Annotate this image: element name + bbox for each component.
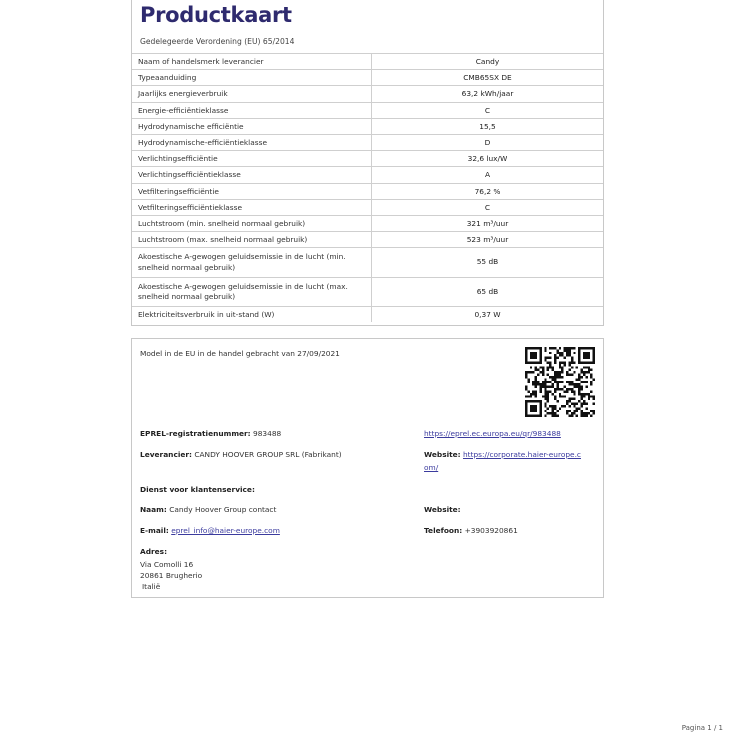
spec-value: 65 dB (372, 277, 604, 307)
service-heading: Dienst voor klantenservice: (140, 485, 255, 494)
page-number: Pagina 1 / 1 (681, 724, 723, 732)
spec-value: 321 m³/uur (372, 215, 604, 231)
spec-label: Naam of handelsmerk leverancier (132, 54, 372, 70)
spec-label: Typeaanduiding (132, 70, 372, 86)
spec-table (132, 53, 603, 322)
spec-label: Akoestische A-gewogen geluidsemissie in de lucht (min. snelheid normaal gebruik) (132, 248, 372, 278)
spec-label: Hydrodynamische efficiëntie (132, 118, 372, 134)
spec-row (132, 248, 603, 278)
spec-label: Energie-efficiëntieklasse (132, 102, 372, 118)
spec-row (132, 215, 603, 231)
eprel-row (140, 429, 281, 438)
supplier-row (140, 450, 342, 459)
info-panel (131, 338, 604, 598)
website-row (424, 450, 581, 459)
qr-code-icon (525, 347, 595, 417)
phone-value: +3903920861 (464, 526, 518, 535)
spec-row (132, 199, 603, 215)
page-title: Productkaart (140, 3, 292, 27)
spec-value: 32,6 lux/W (372, 151, 604, 167)
product-card (131, 0, 604, 326)
spec-label: Verlichtingsefficiëntieklasse (132, 167, 372, 183)
spec-value: A (372, 167, 604, 183)
spec-row (132, 277, 603, 307)
spec-value: 523 m³/uur (372, 232, 604, 248)
spec-row (132, 70, 603, 86)
spec-value: 63,2 kWh/jaar (372, 86, 604, 102)
website-link-continued[interactable]: om/ (424, 463, 439, 472)
spec-value: D (372, 134, 604, 150)
email-row (140, 526, 280, 535)
spec-row (132, 118, 603, 134)
address-line-2: 20861 Brugherio (140, 571, 203, 580)
regulation-subtitle: Gedelegeerde Verordening (EU) 65/2014 (140, 37, 295, 46)
address-label: Adres: (140, 547, 168, 556)
spec-value: Candy (372, 54, 604, 70)
spec-label: Luchtstroom (min. snelheid normaal gebruik) (132, 215, 372, 231)
spec-value: C (372, 102, 604, 118)
model-note: Model in de EU in de handel gebracht van 27/09/2021 (140, 349, 340, 358)
spec-row (132, 232, 603, 248)
address-line-3: Italië (142, 582, 161, 591)
website-label: Website: (424, 450, 461, 459)
spec-label: Vetfilteringsefficiëntieklasse (132, 199, 372, 215)
spec-row (132, 54, 603, 70)
phone-row (424, 526, 518, 535)
spec-value: 0,37 W (372, 307, 604, 323)
eprel-label: EPREL-registratienummer: (140, 429, 251, 438)
spec-row (132, 167, 603, 183)
spec-value: 55 dB (372, 248, 604, 278)
spec-row (132, 134, 603, 150)
email-link[interactable]: eprel_info@haier-europe.com (171, 526, 280, 535)
email-label: E-mail: (140, 526, 169, 535)
spec-label: Akoestische A-gewogen geluidsemissie in de lucht (max. snelheid normaal gebruik) (132, 277, 372, 307)
contact-name-value: Candy Hoover Group contact (169, 505, 277, 514)
spec-row (132, 183, 603, 199)
contact-name-row (140, 505, 276, 514)
spec-row (132, 307, 603, 323)
spec-label: Hydrodynamische-efficiëntieklasse (132, 134, 372, 150)
spec-label: Luchtstroom (max. snelheid normaal gebruik) (132, 232, 372, 248)
eprel-link[interactable]: https://eprel.ec.europa.eu/qr/983488 (424, 429, 561, 438)
service-website-label: Website: (424, 505, 461, 514)
spec-value: CMB65SX DE (372, 70, 604, 86)
spec-row (132, 86, 603, 102)
spec-row (132, 151, 603, 167)
website-link[interactable]: https://corporate.haier-europe.c (462, 450, 581, 459)
eprel-number: 983488 (253, 429, 282, 438)
spec-label: Elektriciteitsverbruik in uit-stand (W) (132, 307, 372, 323)
spec-label: Jaarlijks energieverbruik (132, 86, 372, 102)
contact-name-label: Naam: (140, 505, 167, 514)
spec-label: Vetfilteringsefficiëntie (132, 183, 372, 199)
spec-value: 15,5 (372, 118, 604, 134)
address-line-1: Via Comolli 16 (140, 560, 194, 569)
spec-value: 76,2 % (372, 183, 604, 199)
spec-value: C (372, 199, 604, 215)
supplier-value: CANDY HOOVER GROUP SRL (Fabrikant) (194, 450, 342, 459)
phone-label: Telefoon: (424, 526, 463, 535)
supplier-label: Leverancier: (140, 450, 192, 459)
spec-row (132, 102, 603, 118)
spec-label: Verlichtingsefficiëntie (132, 151, 372, 167)
